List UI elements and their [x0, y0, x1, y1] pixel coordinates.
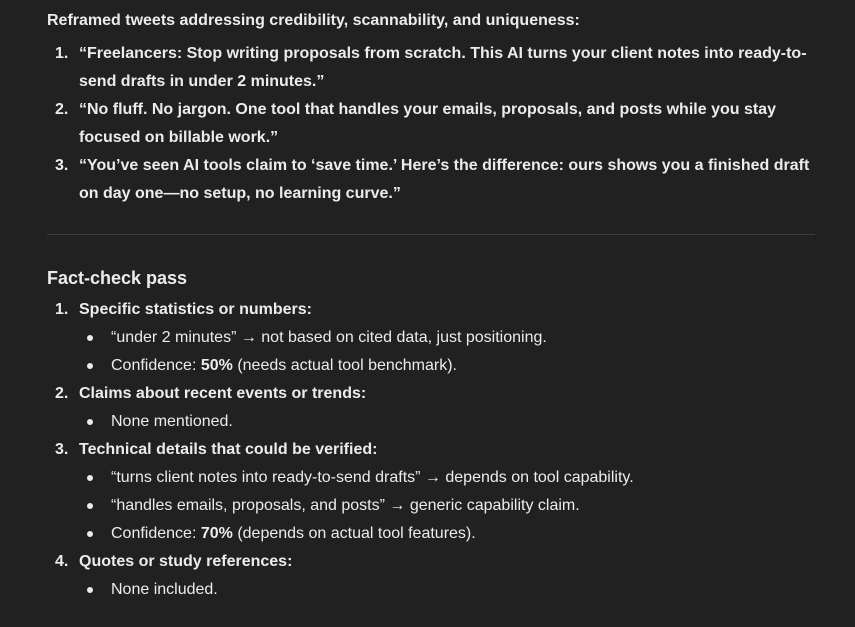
section-divider — [47, 234, 815, 235]
bullet-text: None included. — [111, 581, 218, 598]
fact-check-heading: Technical details that could be verified: — [79, 441, 378, 458]
fact-check-heading: Claims about recent events or trends: — [79, 385, 367, 402]
bullet-list — [79, 464, 815, 548]
tweet-item — [47, 96, 815, 152]
bullet-text: “under 2 minutes” → not based on cited data, just positioning. — [111, 329, 547, 346]
bullet-dot — [87, 363, 93, 369]
tweet-item — [47, 40, 815, 96]
bullet-dot — [87, 419, 93, 425]
tweet-text: “You’ve seen AI tools claim to ‘save time.’ Here’s the difference: ours shows you a finished draft on day one—no setup, no learning curve.” — [79, 157, 810, 202]
list-number: 3. — [55, 441, 69, 458]
intro-heading: Reframed tweets addressing credibility, scannability, and uniqueness: — [47, 12, 580, 29]
bullet-list — [79, 324, 815, 380]
list-number: 4. — [55, 553, 69, 570]
bullet-prefix: Confidence: — [111, 357, 201, 374]
confidence-value: 50% — [200, 357, 233, 374]
list-number: 1. — [55, 45, 69, 62]
bullet-item — [79, 324, 815, 352]
fact-check-heading: Quotes or study references: — [79, 553, 293, 570]
bullet-item — [79, 408, 815, 436]
bullet-item — [79, 520, 815, 548]
bullet-suffix: (needs actual tool benchmark). — [232, 357, 457, 374]
bullet-list — [79, 408, 815, 436]
bullet-dot — [87, 503, 93, 509]
bullet-item — [79, 492, 815, 520]
bullet-text: None mentioned. — [111, 413, 233, 430]
fact-check-item — [47, 380, 815, 436]
bullet-suffix: (depends on actual tool features). — [232, 525, 476, 542]
list-number: 2. — [55, 101, 69, 118]
bullet-prefix: Confidence: — [111, 525, 201, 542]
bullet-item — [79, 352, 815, 380]
tweet-text: “Freelancers: Stop writing proposals from scratch. This AI turns your client notes into ready-to-send drafts in under 2 minutes.” — [79, 45, 807, 90]
fact-check-item — [47, 296, 815, 380]
bullet-text: “turns client notes into ready-to-send drafts” → depends on tool capability. — [111, 469, 634, 486]
section-title: Fact-check pass — [47, 268, 188, 288]
bullet-item — [79, 576, 815, 604]
bullet-item — [79, 464, 815, 492]
tweet-list — [47, 40, 815, 208]
bullet-list — [79, 576, 815, 604]
bullet-dot — [87, 587, 93, 593]
bullet-dot — [87, 475, 93, 481]
confidence-value: 70% — [200, 525, 233, 542]
bullet-dot — [87, 335, 93, 341]
bullet-text: “handles emails, proposals, and posts” → generic capability claim. — [111, 497, 580, 514]
fact-check-list — [47, 296, 815, 604]
tweet-text: “No fluff. No jargon. One tool that handles your emails, proposals, and posts while you stay focused on billable work.” — [79, 101, 776, 146]
bullet-dot — [87, 531, 93, 537]
list-number: 1. — [55, 301, 69, 318]
list-number: 3. — [55, 157, 69, 174]
tweet-item — [47, 152, 815, 208]
fact-check-item — [47, 548, 815, 604]
fact-check-item — [47, 436, 815, 548]
list-number: 2. — [55, 385, 69, 402]
fact-check-heading: Specific statistics or numbers: — [79, 301, 312, 318]
